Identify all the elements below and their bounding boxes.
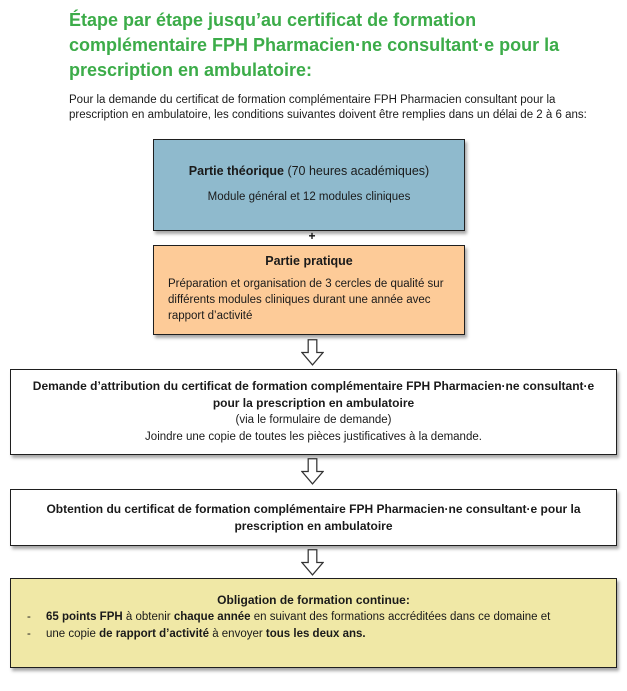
request-box-title: Demande d’attribution du certificat de formation complémentaire FPH Pharmacien·ne consultant·e pour la prescription en ambulatoire (32, 379, 595, 410)
theory-box-title-detail: (70 heures académiques) (283, 164, 430, 178)
bullet-dash: - (27, 628, 31, 640)
theory-box-title (154, 163, 464, 179)
plus-connector: + (308, 229, 316, 243)
down-arrow-icon (301, 549, 324, 576)
practice-box-title: Partie pratique (265, 254, 353, 268)
bullet-text: 65 points FPH à obtenir chaque année en suivant des formations accréditées dans ce domaine et (46, 611, 551, 623)
down-arrow-icon (301, 339, 324, 366)
down-arrow-icon (301, 458, 324, 485)
theory-box-title-bold: Partie théorique (188, 164, 284, 178)
theory-box-body: Module général et 12 modules cliniques (207, 191, 411, 203)
practice-box (153, 245, 465, 335)
request-box-subtitle: (via le formulaire de demande) (235, 414, 392, 426)
bullet-text: une copie de rapport d’activité à envoyer tous les deux ans. (46, 628, 366, 640)
obligation-box (10, 578, 617, 668)
obtain-box-title: Obtention du certificat de formation complémentaire FPH Pharmacien·ne consultant·e pour la prescription en ambulatoire (46, 501, 581, 533)
obligation-bullet-2 (11, 626, 616, 643)
request-box-note: Joindre une copie de toutes les pièces justificatives à la demande. (145, 431, 482, 443)
request-box (10, 369, 617, 455)
theory-box (153, 139, 465, 231)
obligation-box-title: Obligation de formation continue: (217, 593, 410, 607)
page-title: Étape par étape jusqu’au certificat de formation complémentaire FPH Pharmacien·ne consultant·e pour la prescription en ambulatoire: (69, 10, 560, 80)
obtain-box (10, 489, 617, 546)
practice-box-body: Préparation et organisation de 3 cercles de qualité sur différents modules cliniques durant une année avec rapport d’activité (168, 278, 444, 322)
bullet-dash: - (27, 611, 31, 623)
intro-paragraph: Pour la demande du certificat de formation complémentaire FPH Pharmacien consultant pour la prescription en ambulatoire, les conditions suivantes doivent être remplies dans un délai de 2 à 6 ans: (69, 94, 587, 121)
obligation-bullet-1 (11, 609, 616, 626)
